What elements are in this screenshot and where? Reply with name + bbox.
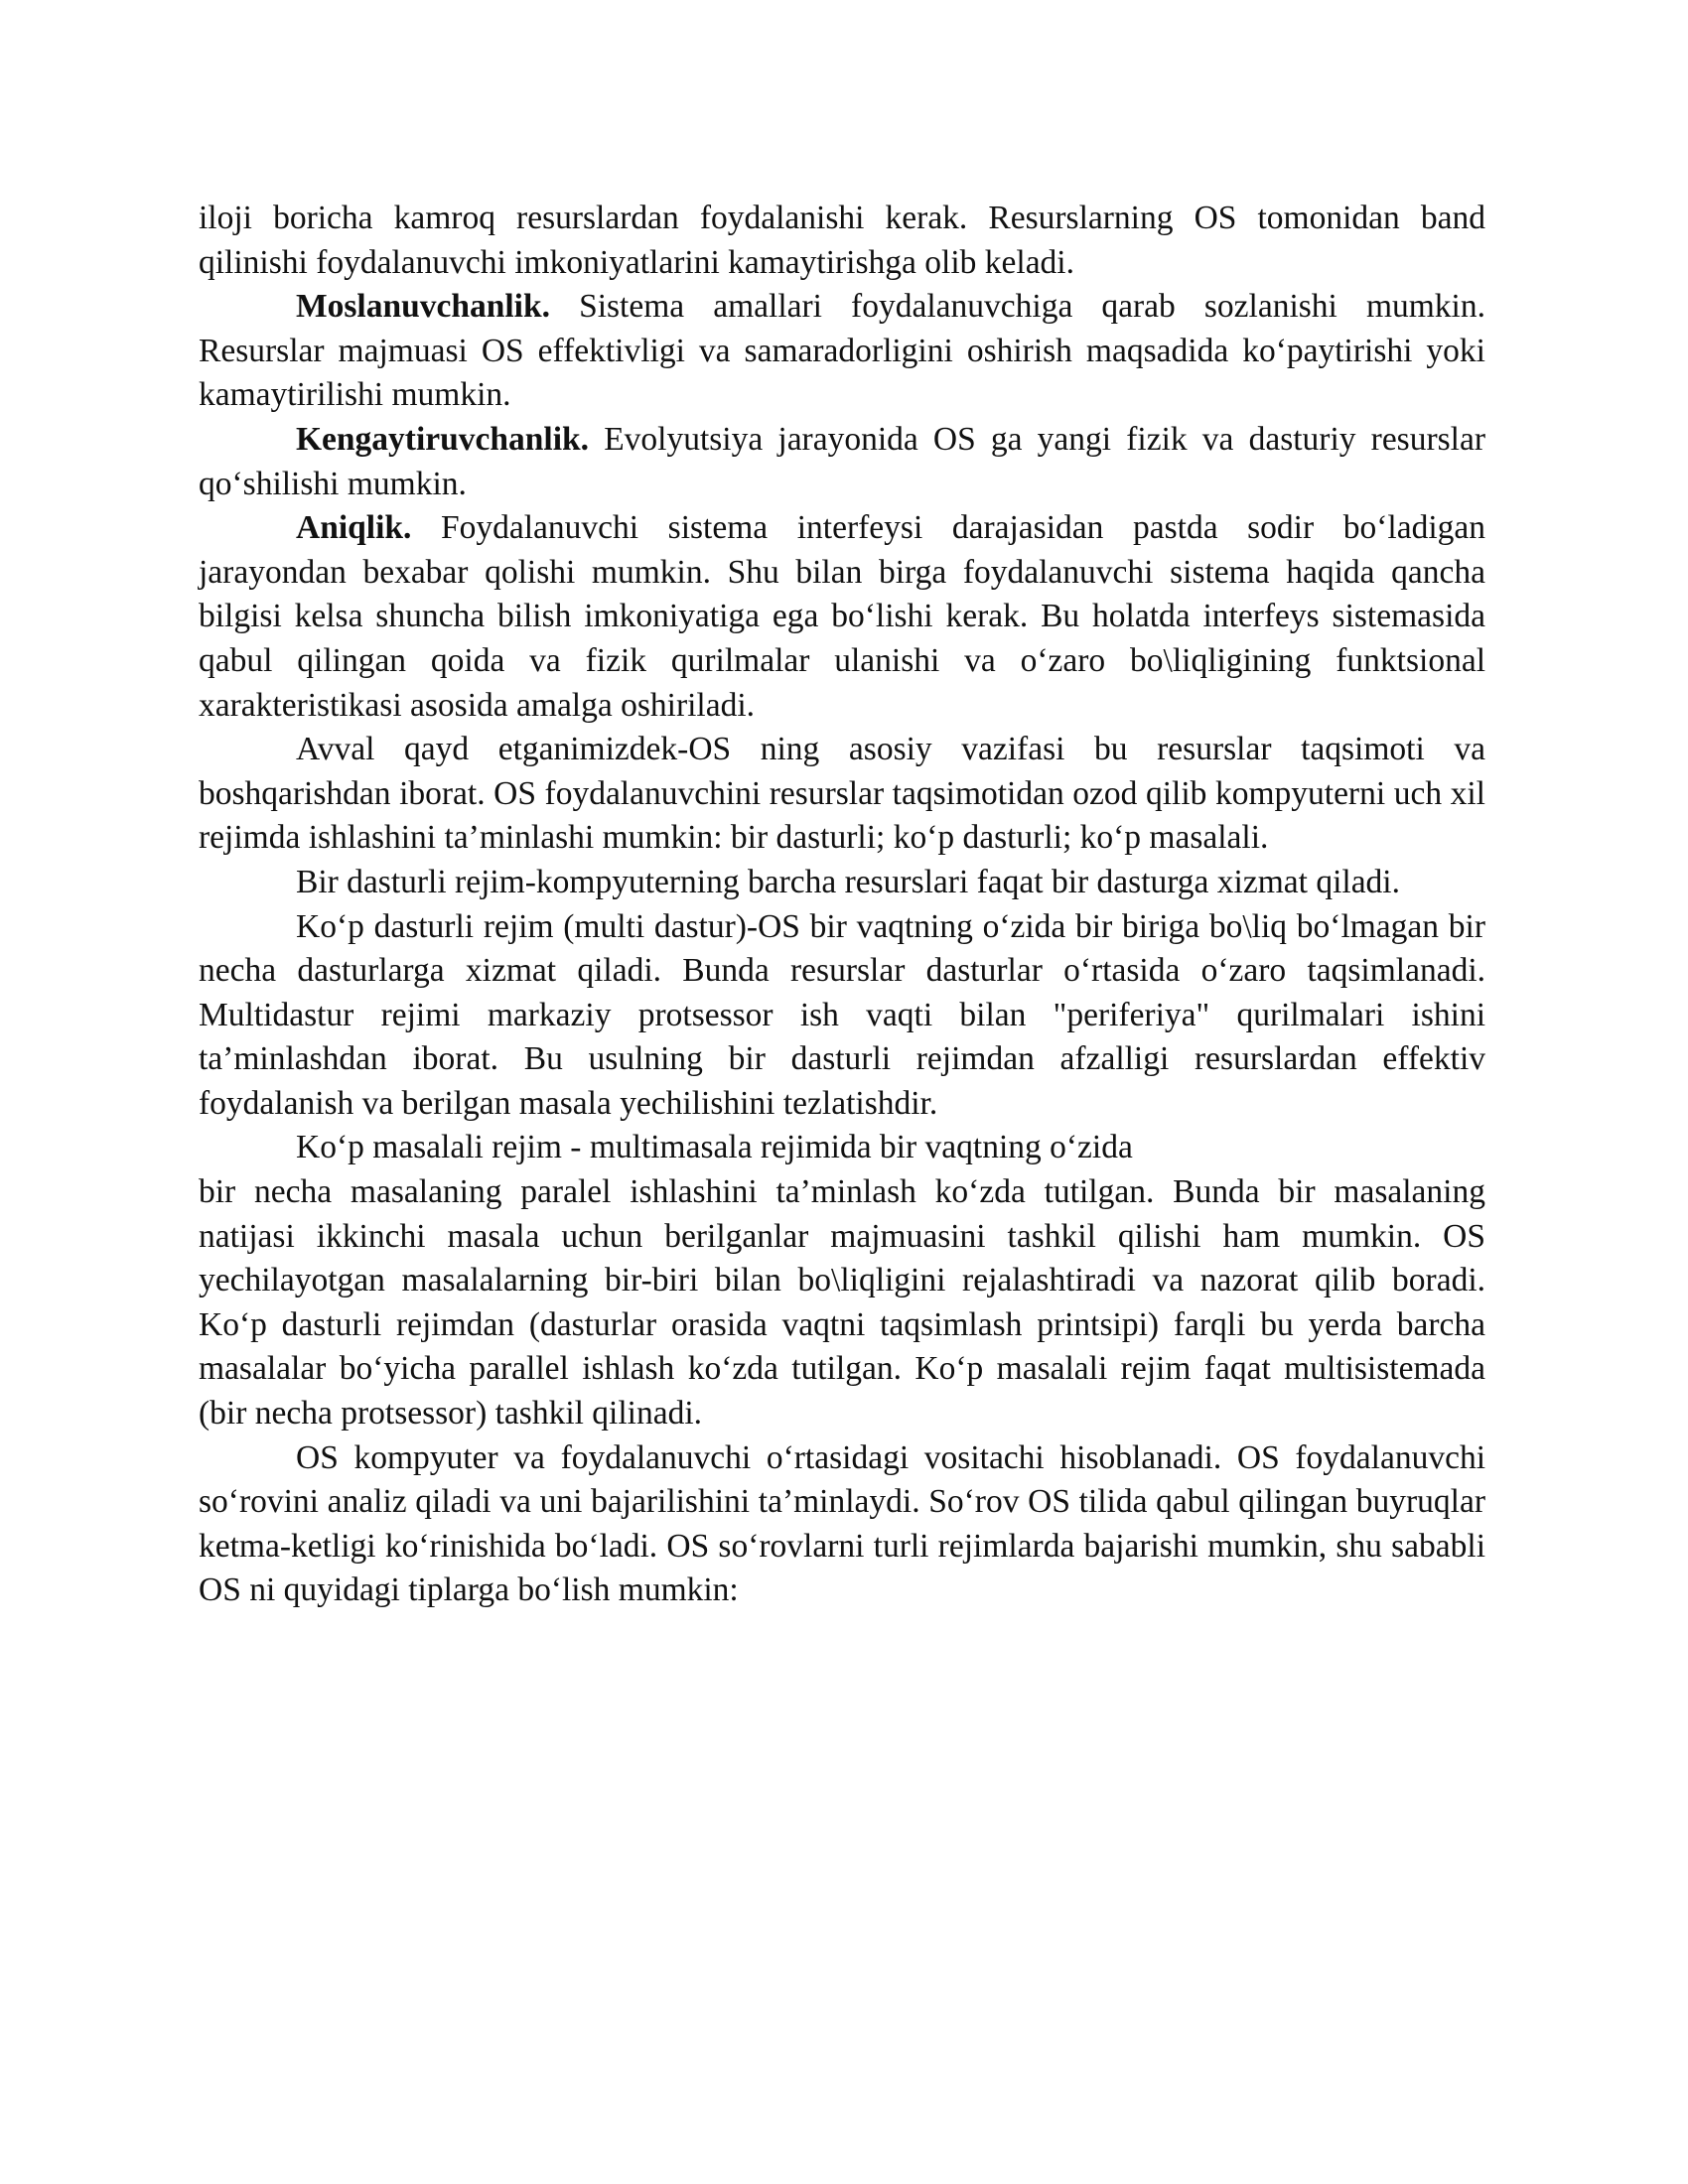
paragraph-text: OS kompyuter va foydalanuvchi o‘rtasidagi vositachi hisoblanadi. OS foydalanuvchi so‘rovini analiz qiladi va uni bajarilishini ta’minlaydi. So‘rov OS tilida qabul qilingan buyruqlar ketma-ketligi ko‘rinishida bo‘ladi. OS so‘rovlarni turli rejimlarda bajarishi mumkin, shu sababli OS ni quyidagi tiplarga bo‘lish mumkin: [199,1438,1485,1609]
paragraph-text: Bir dasturli rejim-kompyuterning barcha resurslari faqat bir dasturga xizmat qiladi. [296,863,1400,900]
paragraph-text: Ko‘p dasturli rejim (multi dastur)-OS bir vaqtning o‘zida bir biriga bo\liq bo‘lmagan bir necha dasturlarga xizmat qiladi. Bunda resurslar dasturlar o‘rtasida o‘zaro taqsimlanadi. Multidastur rejimi markaziy protsessor ish vaqti bilan "periferiya" qurilmalari ishini ta’minlashdan iborat. Bu usulning bir dasturli rejimdan afzalligi resurslardan effektiv foydalanish va berilgan masala yechilishini tezlatishdir. [199,907,1485,1122]
document-body [199,197,1485,1613]
term-heading: Kengaytiruvchanlik. [296,420,590,458]
paragraph-text: Sistema amallari foydalanuvchiga qarab sozlanishi mumkin. Resurslar majmuasi OS effektivligi va samaradorligini oshirish maqsadida ko‘paytirishi yoki kamaytirilishi mumkin. [199,288,1485,414]
paragraph-kop-dasturli [199,905,1485,1127]
paragraph-os-vazifasi [199,728,1485,861]
paragraph-text: bir necha masalaning paralel ishlashini ta’minlash ko‘zda tutilgan. Bunda bir masalaning natijasi ikkinchi masala uchun berilganlar majmuasini tashkil qilishi ham mumkin. OS yechilayotgan masalalarning bir-biri bilan bo\liqligini rejalashtiradi va nazorat qilib boradi. Ko‘p dasturli rejimdan (dasturlar orasida vaqtni taqsimlash printsipi) farqli bu yerda barcha masalalar bo‘yicha parallel ishlash ko‘zda tutilgan. Ko‘p masalali rejim faqat multisistemada (bir necha protsessor) tashkil qilinadi. [199,1173,1485,1433]
paragraph-kengaytiruvchanlik [199,418,1485,506]
paragraph-kop-masalali-intro [199,1126,1485,1170]
paragraph-text: Avval qayd etganimizdek-OS ning asosiy vazifasi bu resurslar taqsimoti va boshqarishdan iborat. OS foydalanuvchini resurslar taqsimotidan ozod qilib kompyuterni uch xil rejimda ishlashini ta’minlashi mumkin: bir dasturli; ko‘p dasturli; ko‘p masalali. [199,731,1485,857]
paragraph-text: Ko‘p masalali rejim - multimasala rejimida bir vaqtning o‘zida [296,1129,1133,1166]
paragraph-os-vositachi [199,1436,1485,1613]
term-heading: Moslanuvchanlik. [296,288,550,326]
paragraph-moslanuvchanlik [199,285,1485,418]
paragraph-aniqlik [199,506,1485,728]
paragraph-kop-masalali [199,1170,1485,1436]
term-heading: Aniqlik. [296,509,412,547]
paragraph-1 [199,197,1485,285]
paragraph-bir-dasturli [199,861,1485,905]
paragraph-text: Foydalanuvchi sistema interfeysi darajasidan pastda sodir bo‘ladigan jarayondan bexabar qolishi mumkin. Shu bilan birga foydalanuvchi sistema haqida qancha bilgisi kelsa shuncha bilish imkoniyatiga ega bo‘lishi kerak. Bu holatda interfeys sistemasida qabul qilingan qoida va fizik qurilmalar ulanishi va o‘zaro bo\liqligining funktsional xarakteristikasi asosida amalga oshiriladi. [199,509,1485,724]
paragraph-text: iloji boricha kamroq resurslardan foydalanishi kerak. Resurslarning OS tomonidan band qilinishi foydalanuvchi imkoniyatlarini kamaytirishga olib keladi. [199,200,1485,281]
paragraph-text: Evolyutsiya jarayonida OS ga yangi fizik va dasturiy resurslar qo‘shilishi mumkin. [199,420,1485,502]
